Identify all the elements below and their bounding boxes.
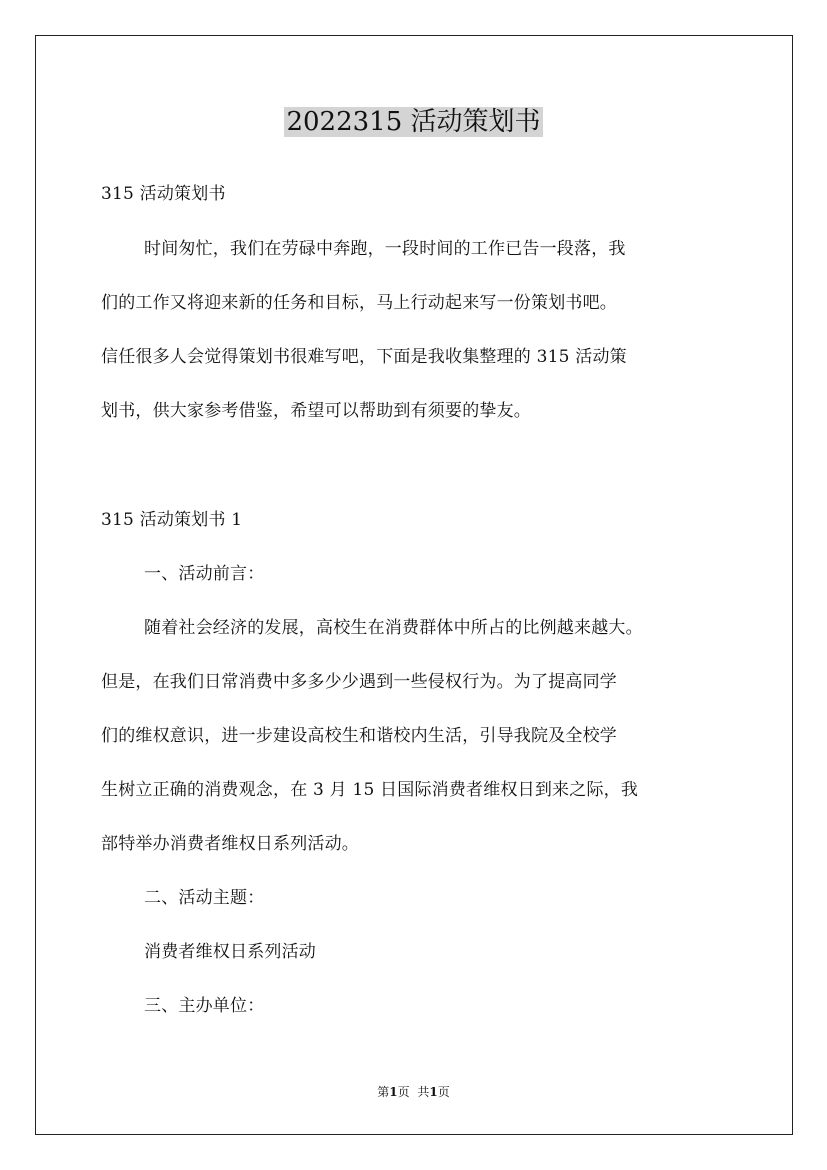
intro-line-1: 时间匆忙，我们在劳碌中奔跑，一段时间的工作已告一段落，我	[144, 239, 626, 259]
part-1-line-3: 们的维权意识，进一步建设高校生和谐校内生活，引导我院及全校学	[101, 726, 617, 746]
footer-total-prefix: 共	[417, 1085, 430, 1099]
page-footer	[0, 1084, 827, 1100]
section-1-heading: 315 活动策划书 1	[101, 510, 243, 530]
footer-page-number: 1	[389, 1085, 398, 1099]
footer-total-suffix: 页	[437, 1085, 450, 1099]
intro-line-2: 们的工作又将迎来新的任务和目标，马上行动起来写一份策划书吧。	[101, 293, 617, 313]
document-title	[0, 102, 827, 142]
part-1-heading: 一、活动前言：	[144, 564, 265, 584]
part-1-line-4: 生树立正确的消费观念，在 3 月 15 日国际消费者维权日到来之际，我	[101, 780, 639, 800]
part-1-line-1: 随着社会经济的发展，高校生在消费群体中所占的比例越来越大。	[144, 618, 643, 638]
part-1-line-2: 但是，在我们日常消费中多多少少遇到一些侵权行为。为了提高同学	[101, 672, 617, 692]
document-subtitle: 315 活动策划书	[101, 184, 226, 204]
intro-line-3: 信任很多人会觉得策划书很难写吧，下面是我收集整理的 315 活动策	[101, 347, 627, 367]
intro-line-4: 划书，供大家参考借鉴，希望可以帮助到有须要的挚友。	[101, 401, 531, 421]
footer-page-prefix: 第	[377, 1085, 390, 1099]
part-2-text: 消费者维权日系列活动	[144, 942, 316, 962]
footer-page-suffix: 页	[397, 1085, 410, 1099]
part-3-heading: 三、主办单位：	[144, 996, 265, 1016]
part-2-heading: 二、活动主题：	[144, 888, 265, 908]
footer-total-number: 1	[429, 1085, 438, 1099]
part-1-line-5: 部特举办消费者维权日系列活动。	[101, 834, 359, 854]
document-title-text: 2022315 活动策划书	[286, 107, 541, 137]
